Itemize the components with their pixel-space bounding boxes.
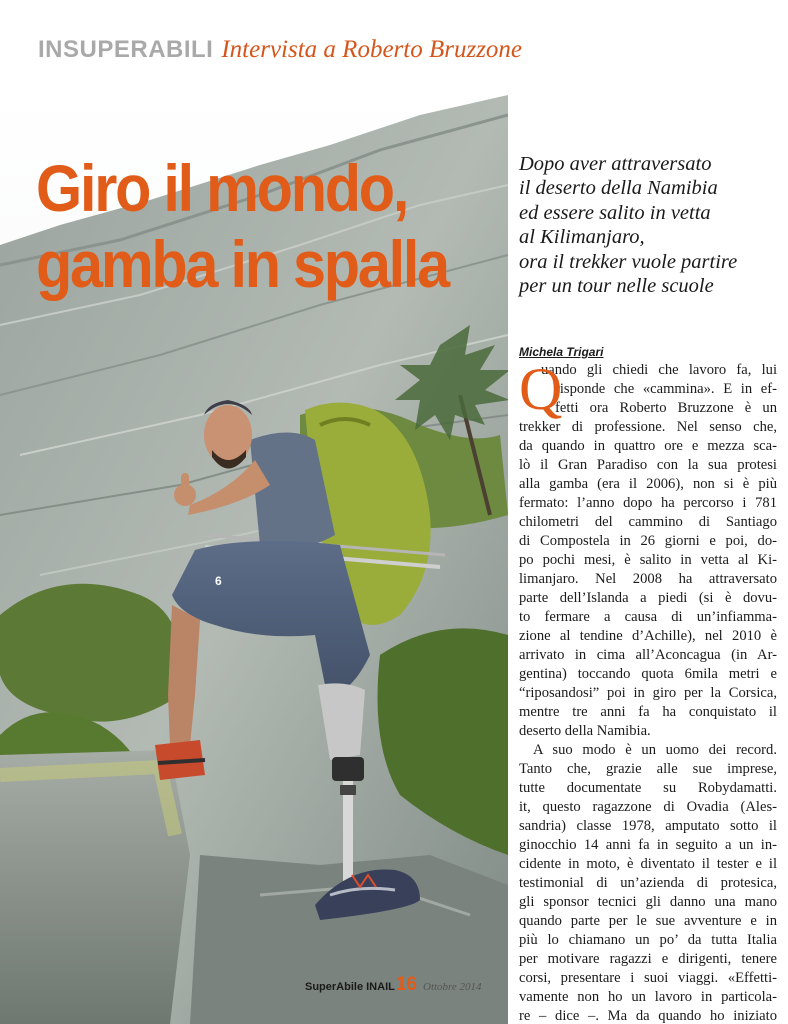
- footer-date: Ottobre 2014: [423, 981, 482, 993]
- article-line: chilometri del cammino di Santiago: [519, 514, 777, 530]
- article-line: it, questo ragazzone di Ovadia (Ales-: [519, 799, 777, 815]
- dropcap: Q: [519, 356, 563, 422]
- page-footer: [305, 974, 482, 996]
- standfirst-line: per un tour nelle scuole: [519, 275, 714, 298]
- article-line: to fermare a causa di un’infiamma-: [519, 609, 777, 625]
- article-line: uando gli chiedi che lavoro fa, lui: [541, 362, 777, 378]
- article-line: gentina) toccando quota 6mila metri e: [519, 666, 777, 682]
- article-line: A suo modo è un uomo dei record.: [533, 742, 777, 758]
- article-line: fermato: l’anno dopo ha percorso i 781: [519, 495, 777, 511]
- article-line: corsi, presentare i suoi viaggi. «Effetti-: [519, 970, 777, 986]
- article-line: limanjaro. Nel 2008 ha attraversato: [519, 571, 777, 587]
- article-line: tutte documentate su Robydamatti.: [519, 780, 777, 796]
- article-line: risponde che «cammina». E in ef-: [555, 381, 777, 397]
- article-line: fetti ora Roberto Bruzzone è un: [555, 400, 777, 416]
- article-line: trekker di professione. Nel senso che,: [519, 419, 777, 435]
- standfirst-line: al Kilimanjaro,: [519, 226, 645, 249]
- article-line: parte dell’Islanda a piedi (si è dovu-: [519, 590, 777, 606]
- article-line: arrivato in cima all’Aconcagua (in Ar-: [519, 647, 777, 663]
- article-line: per motivare ragazzi e dirigenti, tenere: [519, 951, 777, 967]
- headline: [36, 150, 459, 302]
- footer-magazine: SuperAbile: [305, 981, 367, 993]
- standfirst-line: Dopo aver attraversato: [519, 153, 712, 175]
- headline-line-1: Giro il mondo,: [36, 151, 408, 225]
- article-line: lò il Gran Paradiso con la sua protesi: [519, 457, 777, 473]
- article-line: deserto della Namibia.: [519, 723, 651, 739]
- article-line: zione al tendine d’Achille), nel 2010 è: [519, 628, 777, 644]
- article-line: ginocchio 14 anni fa in seguito a un in-: [519, 837, 777, 853]
- svg-text:6: 6: [215, 574, 222, 588]
- section-subtitle: Intervista a Roberto Bruzzone: [221, 36, 523, 63]
- article-line: alla gamba (era il 2006), non si è più: [519, 476, 777, 492]
- byline: Michela Trigari: [519, 345, 604, 359]
- standfirst-line: ed essere salito in vetta: [519, 201, 711, 224]
- section-header: [38, 36, 522, 64]
- headline-line-2: gamba in spalla: [36, 227, 448, 301]
- article-line: gli sponsor tecnici gli danno una mano: [519, 894, 777, 910]
- article-line: “riposandosi” poi in giro per la Corsica,: [519, 685, 777, 701]
- article-line: sandria) classe 1978, amputato sotto il: [519, 818, 777, 834]
- article-body: [519, 356, 777, 1024]
- article-line: da quando in quattro ore e mezza sca-: [519, 438, 777, 454]
- footer-brand: INAIL: [366, 981, 395, 993]
- standfirst-line: il deserto della Namibia: [519, 177, 718, 200]
- article-line: mentre tre anni fa ha conquistato il: [519, 704, 777, 720]
- article-line: cidente in moto, è diventato il tester e il: [519, 856, 777, 872]
- article-line: più lo chiamano un po’ da tutta Italia: [519, 932, 777, 948]
- article-line: vamente non ho un lavoro in particola-: [519, 989, 777, 1005]
- article-line: quando parte per le sue avventure e in: [519, 913, 777, 929]
- standfirst-line: ora il trekker vuole partire: [519, 250, 738, 273]
- article-line: po pochi mesi, è salito in vetta al Ki-: [519, 552, 777, 568]
- article-line: testimonial di un’azienda di protesica,: [519, 875, 777, 891]
- page-number: 16: [395, 974, 417, 995]
- standfirst: [519, 152, 781, 298]
- article-line: Tanto che, grazie alle sue imprese,: [519, 761, 777, 777]
- section-label: INSUPERABILI: [38, 36, 214, 63]
- article-line: re – dice –. Ma da quando ho iniziato: [519, 1008, 777, 1024]
- article-line: di Compostela in 26 giorni e poi, do-: [519, 533, 777, 549]
